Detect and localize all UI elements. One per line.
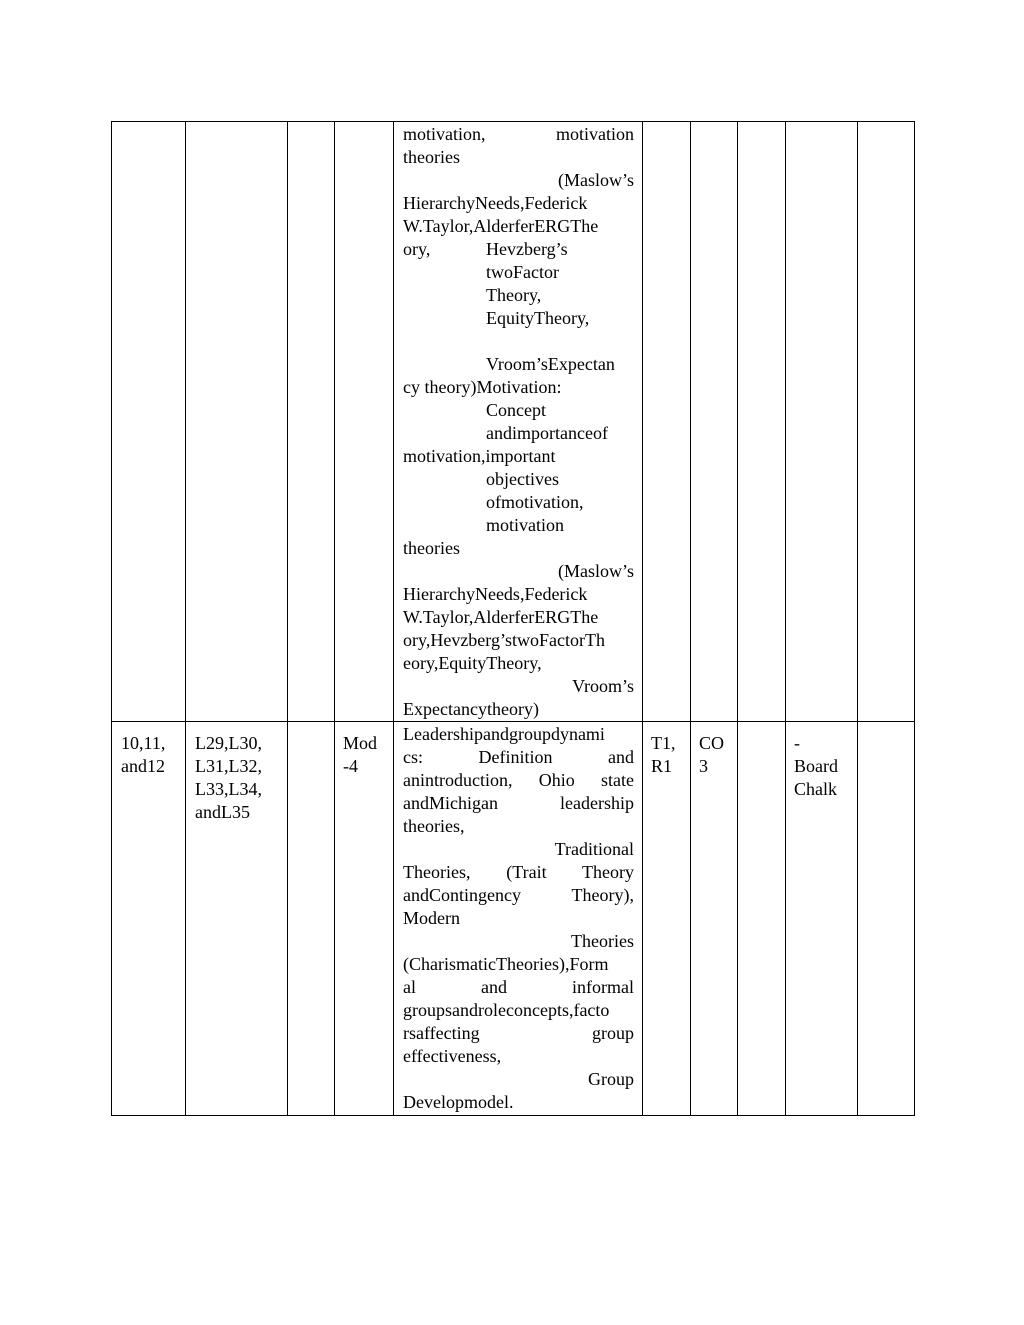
- topic-line: effectiveness,: [403, 1046, 502, 1066]
- topic-line: groupsandroleconcepts,facto: [403, 1000, 610, 1020]
- method-line: Chalk: [794, 779, 837, 799]
- sessions-cell: [112, 722, 186, 1116]
- topic-line: motivation: [486, 515, 564, 535]
- empty-cell: [738, 122, 786, 722]
- topic-line: andimportanceof: [486, 423, 608, 443]
- lectures-line: L31,L32,: [195, 756, 262, 776]
- topic-line: rsaffecting group: [403, 1023, 634, 1043]
- topic-line: Modern: [403, 908, 460, 928]
- lectures-line: andL35: [195, 802, 250, 822]
- table-row: [112, 722, 915, 1116]
- method-line: -: [794, 733, 800, 753]
- topic-line: al and informal: [403, 977, 634, 997]
- topic-line: Theories, (Trait Theory: [403, 862, 634, 882]
- topic-line: Expectancytheory): [403, 699, 539, 719]
- topic-line: W.Taylor,AlderferERGThe: [403, 607, 599, 627]
- topic-line: cy theory)Motivation:: [403, 377, 562, 397]
- topic-line: ofmotivation,: [486, 492, 584, 512]
- empty-cell: [858, 722, 915, 1116]
- lesson-plan-table: [111, 121, 915, 1116]
- empty-cell: [288, 722, 335, 1116]
- topic-line: EquityTheory,: [486, 308, 590, 328]
- references-line: T1,: [651, 733, 676, 753]
- topic-cell: [394, 722, 643, 1116]
- topic-line: Concept: [486, 400, 546, 420]
- topic-line: ory,Hevzberg’stwoFactorTh: [403, 630, 605, 650]
- topic-line: cs: Definition and: [403, 747, 634, 767]
- topic-line: eory,EquityTheory,: [403, 653, 542, 673]
- topic-line: twoFactor: [486, 262, 559, 282]
- topic-line-part: ory,: [403, 239, 431, 259]
- method-line: Board: [794, 756, 838, 776]
- topic-line: motivation, motivation: [403, 124, 634, 144]
- co-cell: [691, 122, 738, 722]
- table-row: [112, 122, 915, 722]
- topic-line: Vroom’sExpectan: [486, 354, 615, 374]
- topic-line-gap: [403, 330, 634, 353]
- topic-line-part: Hevzberg’s: [486, 239, 568, 259]
- method-cell: [786, 122, 858, 722]
- empty-cell: [738, 722, 786, 1116]
- topic-line: theories,: [403, 816, 465, 836]
- module-cell: [335, 722, 394, 1116]
- topic-line: (Maslow’s: [558, 561, 634, 581]
- topic-line: (CharismaticTheories),Form: [403, 954, 609, 974]
- topic-line: W.Taylor,AlderferERGThe: [403, 216, 599, 236]
- topic-line: HierarchyNeeds,Federick: [403, 193, 588, 213]
- empty-cell: [288, 122, 335, 722]
- topic-line: HierarchyNeeds,Federick: [403, 584, 588, 604]
- lectures-cell: [186, 722, 288, 1116]
- topic-line: Vroom’s: [572, 676, 634, 696]
- topic-line: andContingency Theory),: [403, 885, 634, 905]
- co-cell: [691, 722, 738, 1116]
- topic-line: Traditional: [554, 839, 634, 859]
- references-cell: [643, 722, 691, 1116]
- lectures-line: L33,L34,: [195, 779, 262, 799]
- topic-line: Theories: [571, 931, 634, 951]
- topic-line: Leadershipandgroupdynami: [403, 724, 605, 744]
- references-cell: [643, 122, 691, 722]
- sessions-cell: [112, 122, 186, 722]
- topic-line: Developmodel.: [403, 1092, 514, 1112]
- module-line: Mod: [343, 733, 378, 753]
- sessions-line: 10,11,: [121, 733, 166, 753]
- topic-line: [403, 238, 634, 261]
- topic-line: anintroduction, Ohio state: [403, 770, 634, 790]
- co-line: CO: [699, 733, 725, 753]
- topic-line: theories: [403, 538, 460, 558]
- lesson-plan-page: [111, 121, 914, 1116]
- lectures-line: L29,L30,: [195, 733, 262, 753]
- lectures-cell: [186, 122, 288, 722]
- topic-line: theories: [403, 147, 460, 167]
- topic-line: Group: [588, 1069, 634, 1089]
- topic-line: (Maslow’s: [558, 170, 634, 190]
- topic-line: motivation,important: [403, 446, 556, 466]
- topic-cell: [394, 122, 643, 722]
- module-line: -4: [343, 756, 358, 776]
- module-cell: [335, 122, 394, 722]
- references-line: R1: [651, 756, 673, 776]
- empty-cell: [858, 122, 915, 722]
- method-cell: [786, 722, 858, 1116]
- topic-line: Theory,: [486, 285, 542, 305]
- topic-line: andMichigan leadership: [403, 793, 634, 813]
- co-line: 3: [699, 756, 708, 776]
- topic-line: objectives: [486, 469, 559, 489]
- sessions-line: and12: [121, 756, 165, 776]
